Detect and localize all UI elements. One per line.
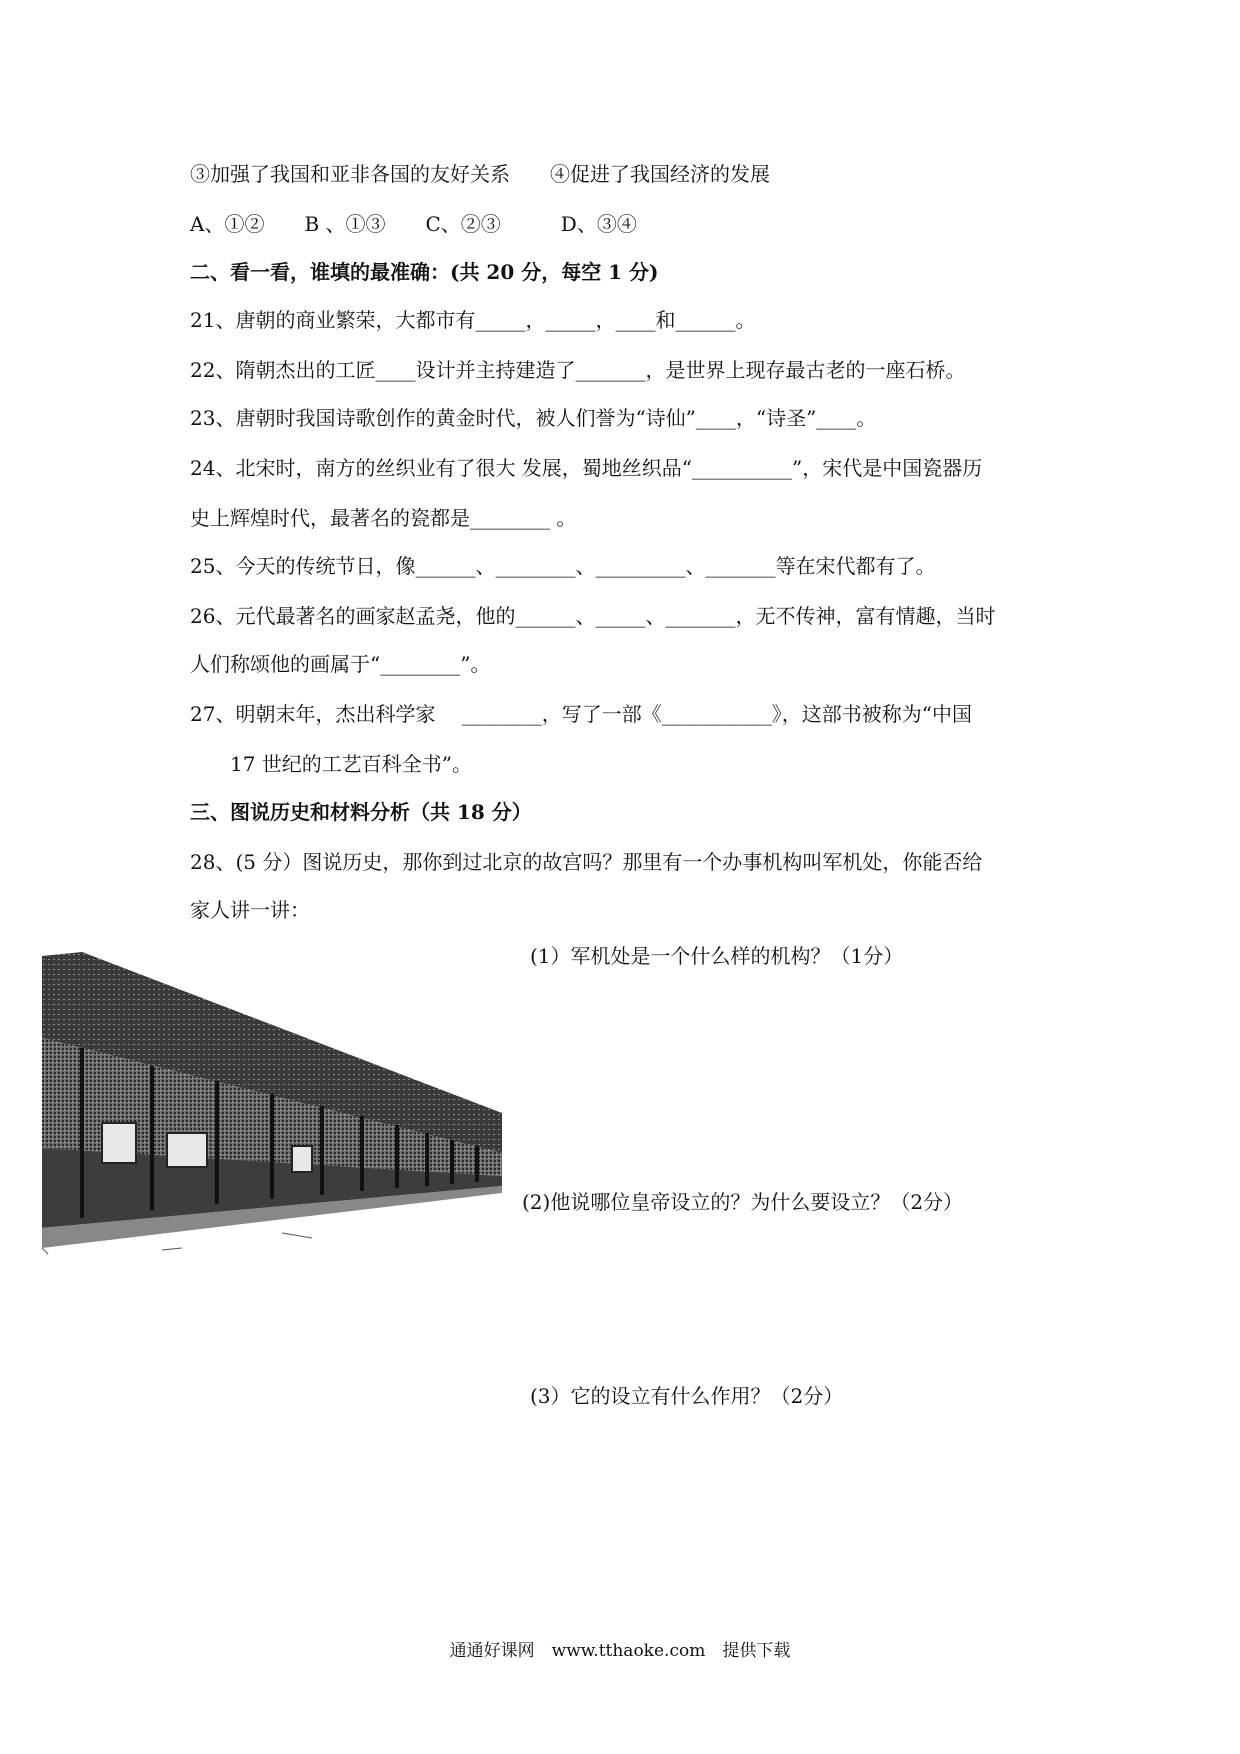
q24-a: 24、北宋时，南方的丝织业有了很大 发展，蜀地丝织品“__________”，宋代是中国瓷器历	[190, 456, 983, 480]
section-2-heading: 二、看一看，谁填的最准确：(共 20 分，每空 1 分)	[190, 260, 659, 284]
q22: 22、隋朝杰出的工匠____设计并主持建造了_______，是世界上现存最古老的一座石桥。	[190, 358, 966, 382]
line-1: ③加强了我国和亚非各国的友好关系 ④促进了我国经济的发展	[190, 162, 770, 186]
q23: 23、唐朝时我国诗歌创作的黄金时代，被人们誉为“诗仙”____，“诗圣”____。	[190, 406, 877, 430]
junjichu-photo	[42, 948, 502, 1268]
q28-sub2: (2)他说哪位皇帝设立的？为什么要设立？（2分）	[522, 1190, 964, 1214]
q28-sub3: (3）它的设立有什么作用？（2分）	[530, 1384, 844, 1408]
section-3-heading: 三、图说历史和材料分析（共 18 分）	[190, 800, 532, 824]
q28-sub1: (1）军机处是一个什么样的机构？（1分）	[530, 944, 904, 968]
q24-b: 史上辉煌时代，最著名的瓷都是________ 。	[190, 506, 577, 530]
q28-b: 家人讲一讲：	[190, 898, 310, 922]
q27-b: 17 世纪的工艺百科全书”。	[230, 752, 473, 776]
q25: 25、今天的传统节日，像______、________、_________、_______等在宋代都有了。	[190, 554, 936, 578]
q27-a: 27、明朝末年，杰出科学家 ________，写了一部《___________》，这部书被称为“中国	[190, 702, 973, 726]
q26-a: 26、元代最著名的画家赵孟尧，他的______、_____、_______，无不传神，富有情趣，当时	[190, 604, 996, 628]
q28-a: 28、(5 分）图说历史，那你到过北京的故宫吗？那里有一个办事机构叫军机处，你能否给	[190, 850, 983, 874]
footer: 通通好课网 www.tthaoke.com 提供下载	[449, 1641, 791, 1661]
choice-options: A、①② B 、①③ C、②③ D、③④	[190, 212, 637, 236]
q21: 21、唐朝的商业繁荣，大都市有_____，_____，____和______。	[190, 308, 756, 332]
q26-b: 人们称颂他的画属于“________”。	[190, 652, 491, 676]
